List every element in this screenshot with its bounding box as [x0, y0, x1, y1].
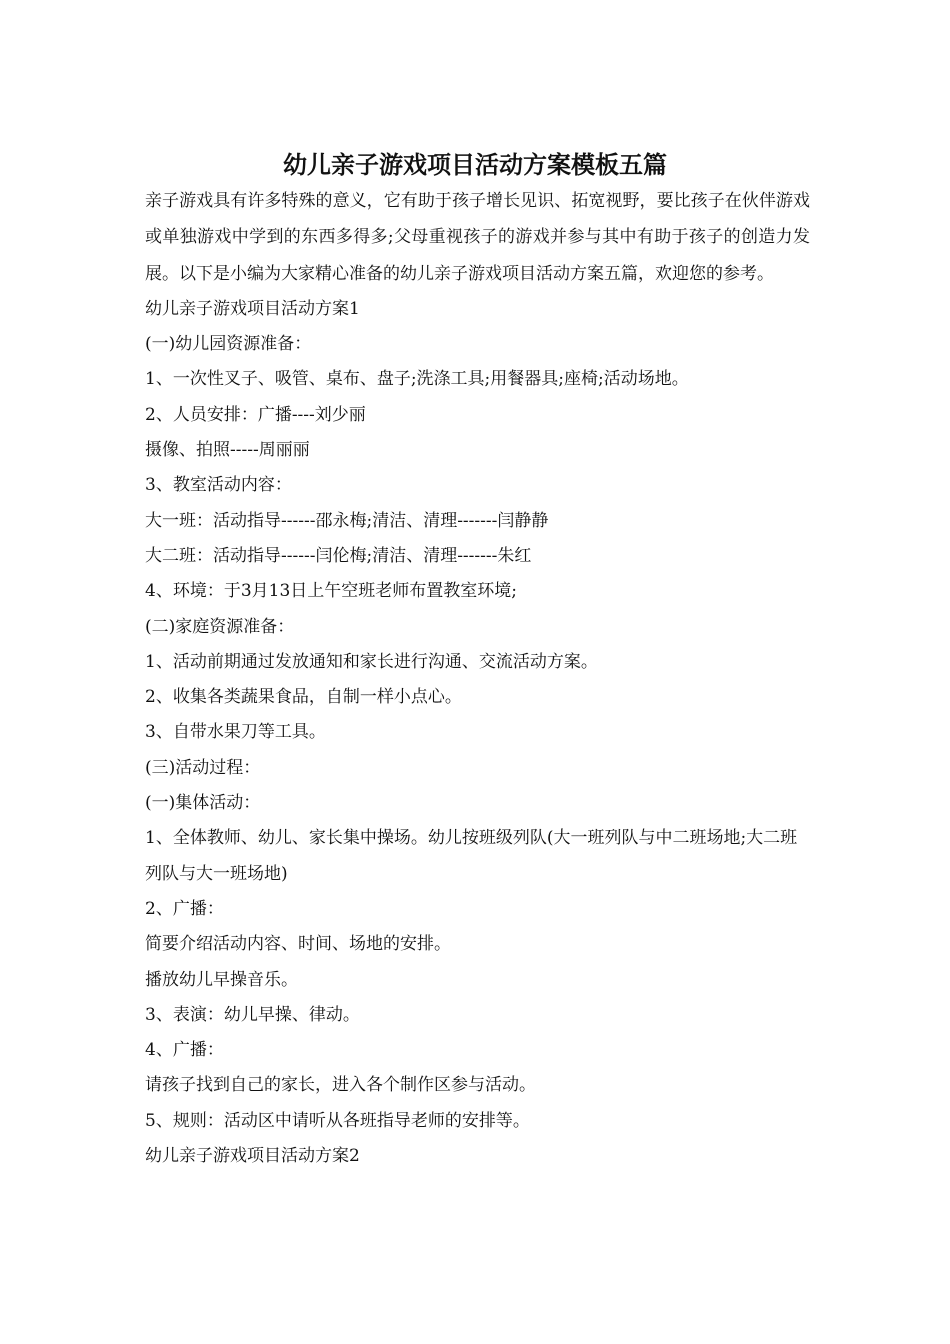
list-item: 2、人员安排：广播----刘少丽: [145, 404, 366, 425]
list-item: 摄像、拍照-----周丽丽: [145, 440, 310, 461]
list-item: 3、教室活动内容：: [145, 475, 292, 496]
section-heading-plan-2: 幼儿亲子游戏项目活动方案2: [145, 1146, 360, 1167]
section-heading-plan-1: 幼儿亲子游戏项目活动方案1: [145, 298, 360, 319]
list-item: 4、广播：: [145, 1040, 224, 1061]
list-item: 1、一次性叉子、吸管、桌布、盘子;洗涤工具;用餐器具;座椅;活动场地。: [145, 369, 689, 390]
subheading-kindergarten-resources: (一)幼儿园资源准备：: [145, 334, 312, 355]
list-item: 3、自带水果刀等工具。: [145, 722, 326, 743]
list-item: 2、广播：: [145, 898, 224, 919]
list-item: 4、环境：于3月13日上午空班老师布置教室环境;: [145, 581, 517, 602]
list-item: 简要介绍活动内容、时间、场地的安排。: [145, 934, 451, 955]
document-title: 幼儿亲子游戏项目活动方案模板五篇: [283, 150, 667, 180]
list-item: 1、全体教师、幼儿、家长集中操场。幼儿按班级列队(大一班列队与中二班场地;大二班列队与大一班场地): [145, 828, 798, 884]
list-item: 大二班：活动指导------闫伦梅;清洁、清理-------朱红: [145, 545, 532, 566]
list-item: 5、规则：活动区中请听从各班指导老师的安排等。: [145, 1110, 530, 1131]
list-item: 1、活动前期通过发放通知和家长进行沟通、交流活动方案。: [145, 651, 598, 672]
list-item: 大一班：活动指导------邵永梅;清洁、清理-------闫静静: [145, 510, 549, 531]
subheading-activity-process: (三)活动过程：: [145, 757, 261, 778]
subheading-family-resources: (二)家庭资源准备：: [145, 616, 295, 637]
intro-paragraph: 亲子游戏具有许多特殊的意义，它有助于孩子增长见识、拓宽视野，要比孩子在伙伴游戏或单独游戏中学到的东西多得多;父母重视孩子的游戏并参与其中有助于孩子的创造力发展。以下是小编为大家精心准备的幼儿亲子游戏项目活动方案五篇，欢迎您的参考。: [145, 191, 810, 284]
list-item: 请孩子找到自己的家长，进入各个制作区参与活动。: [145, 1075, 536, 1096]
document-body: [145, 183, 810, 1174]
list-item: 播放幼儿早操音乐。: [145, 969, 298, 990]
list-item: 2、收集各类蔬果食品，自制一样小点心。: [145, 687, 462, 708]
content-lines: [145, 292, 810, 1174]
subheading-group-activity: (一)集体活动：: [145, 793, 261, 814]
list-item: 3、表演：幼儿早操、律动。: [145, 1004, 360, 1025]
